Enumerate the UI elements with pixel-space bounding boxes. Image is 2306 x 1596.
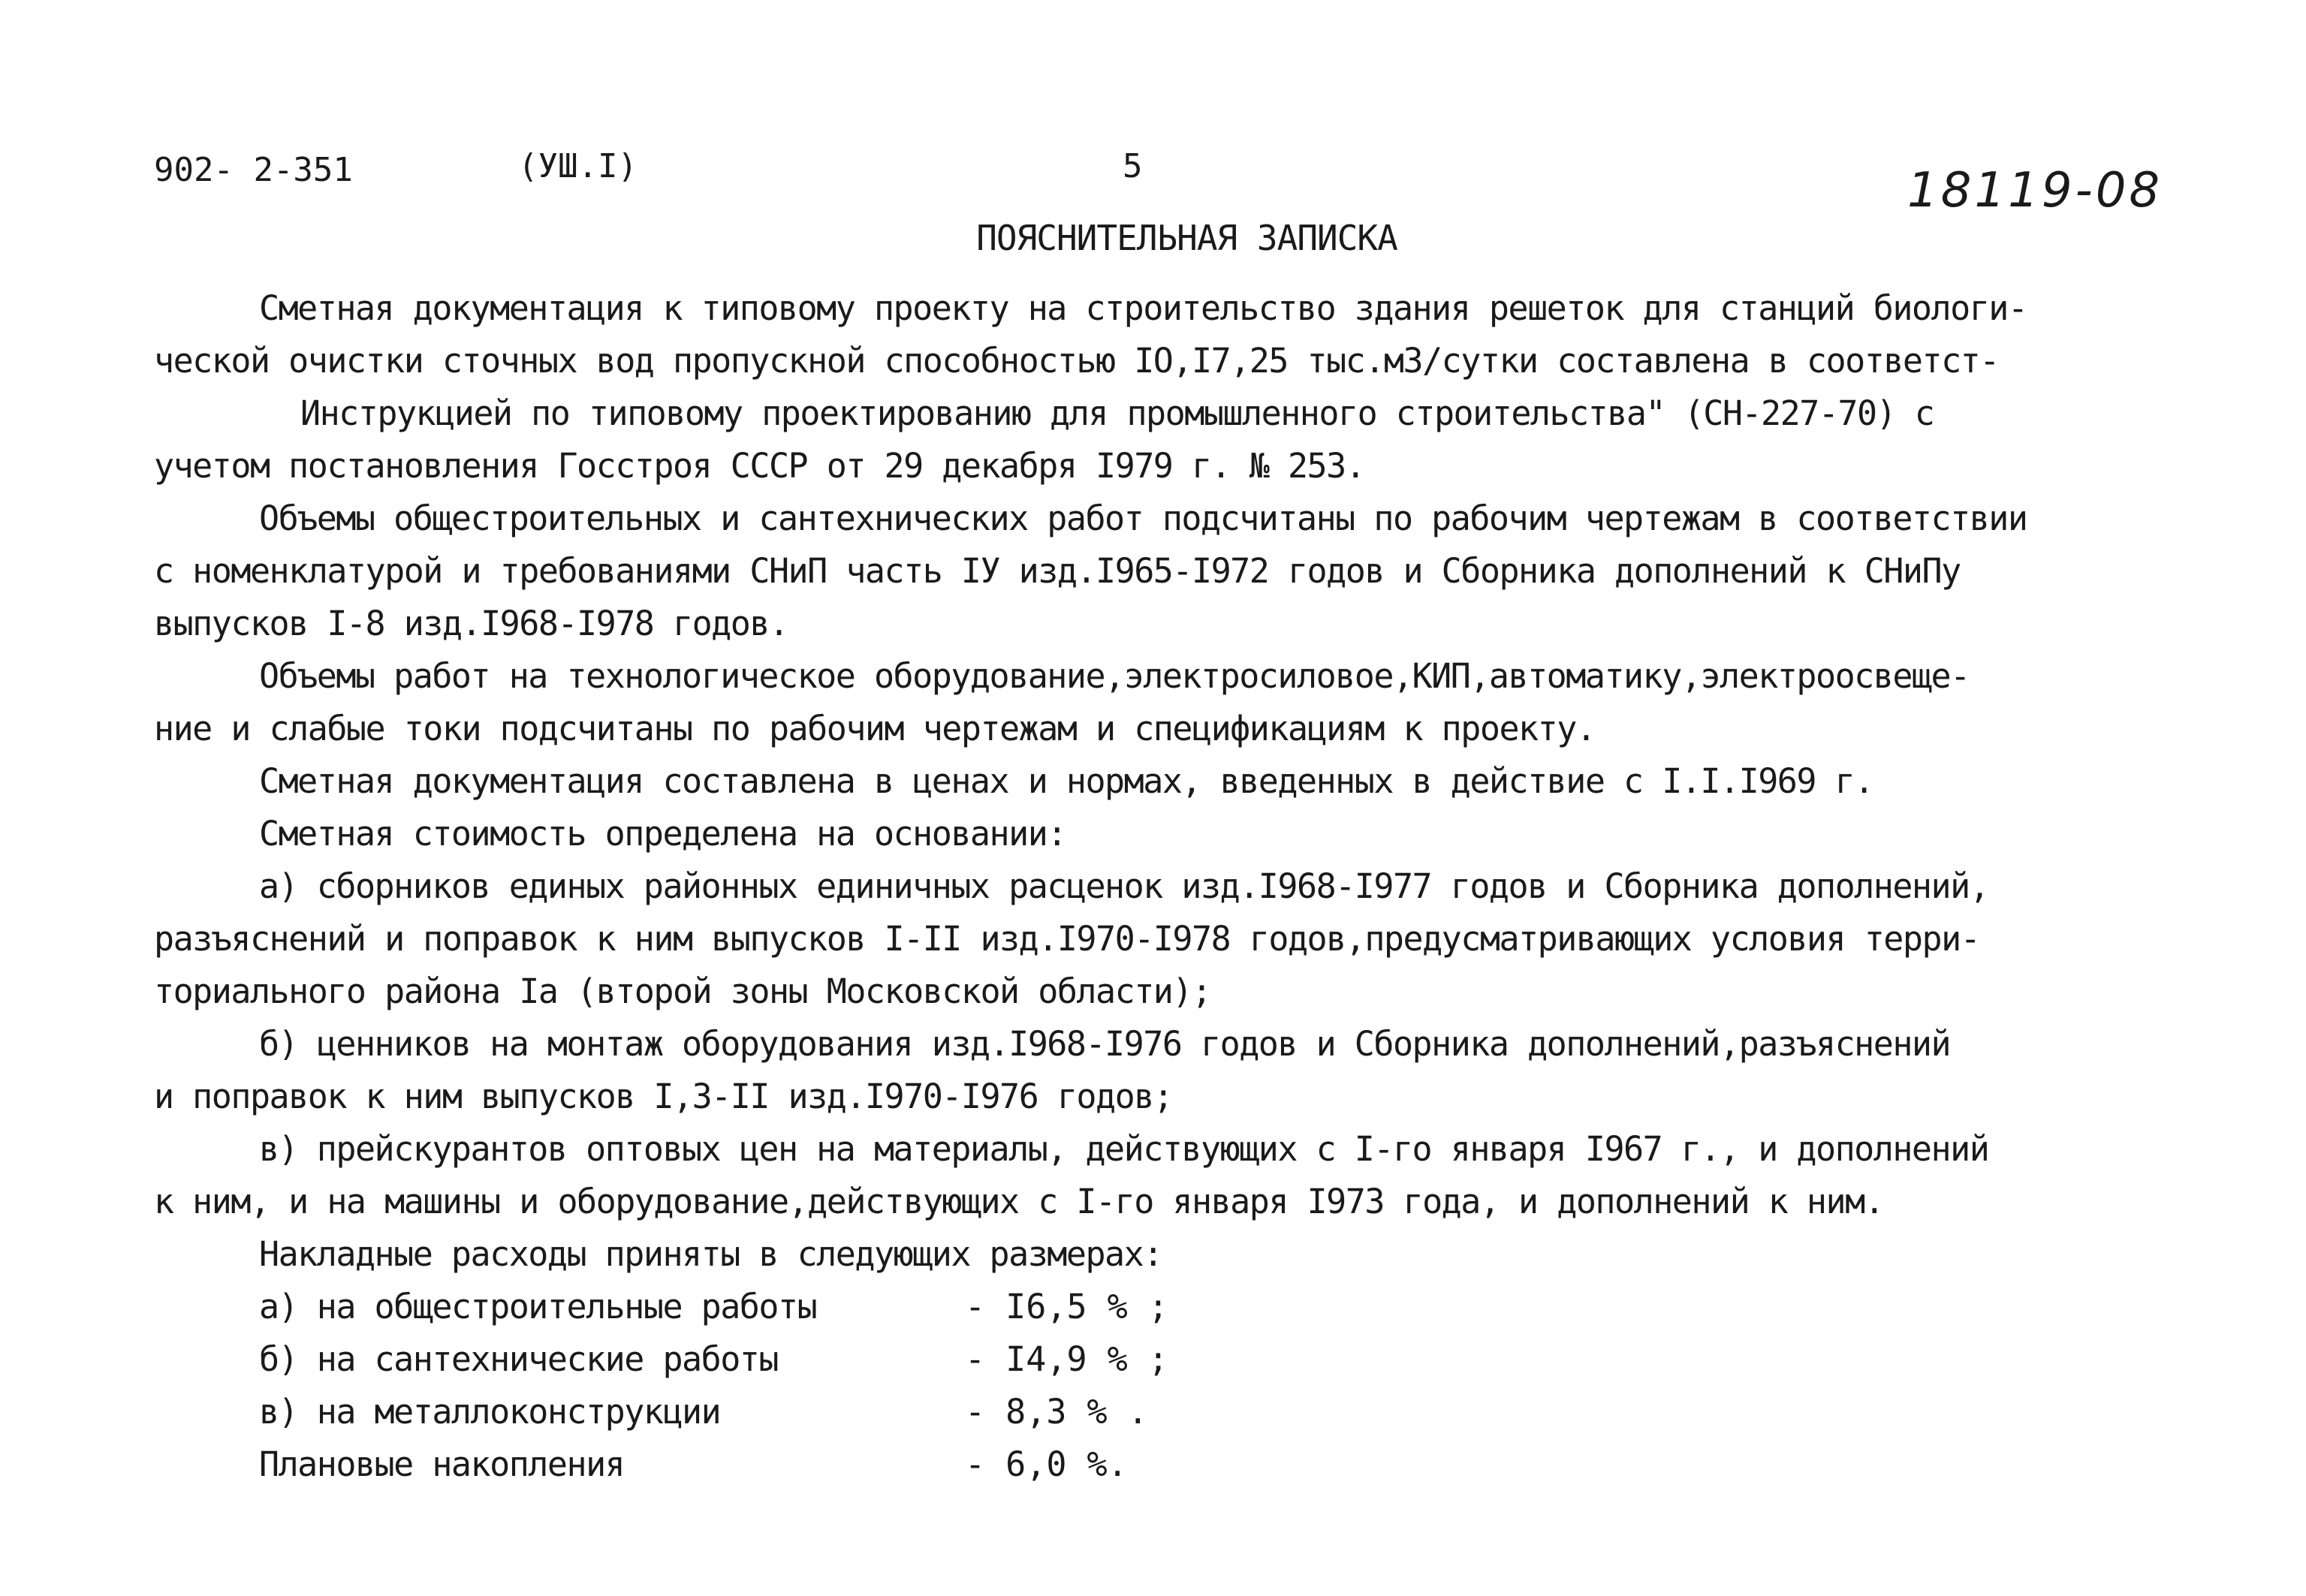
text-line: к ним, и на машины и оборудование,действующих с I-го января I973 года, и дополнений к ним. <box>154 1182 1884 1221</box>
rate-value: - 8,3 % . <box>965 1392 1148 1432</box>
rate-label: а) на общестроительные работы <box>259 1287 817 1326</box>
text-line: ние и слабые токи подсчитаны по рабочим чертежам и спецификациям к проекту. <box>154 709 1596 748</box>
text-line: выпусков I-8 изд.I968-I978 годов. <box>154 604 788 643</box>
text-line: Накладные расходы приняты в следующих размерах: <box>259 1234 1162 1274</box>
text-line: Сметная стоимость определена на основании: <box>259 814 1066 854</box>
archive-number: 18119-08 <box>1907 163 2163 218</box>
text-line: Объемы общестроительных и сантехнических работ подсчитаны по рабочим чертежам в соответствии <box>259 498 2027 538</box>
text-line: Сметная документация к типовому проекту на строительство здания решеток для станций биологи- <box>259 288 2027 328</box>
text-line: учетом постановления Госстроя СССР от 29 декабря I979 г. № 253. <box>154 446 1365 486</box>
text-line: Объемы работ на технологическое оборудование,электросиловое,КИП,автоматику,электроосвеще- <box>259 656 1970 696</box>
document-code: 902- 2-351 <box>154 151 353 189</box>
rate-value: - I6,5 % ; <box>965 1287 1168 1326</box>
text-line: в) прейскурантов оптовых цен на материалы, действующих с I-го января I967 г., и дополнений <box>259 1129 1989 1169</box>
text-line: ческой очистки сточных вод пропускной способностью IO,I7,25 тыс.м3/сутки составлена в соответст- <box>154 341 1999 381</box>
text-line: б) ценников на монтаж оборудования изд.I968-I976 годов и Сборника дополнений,разъяснений <box>259 1024 1951 1064</box>
text-line: с номенклатурой и требованиями СНиП часть IУ изд.I965-I972 годов и Сборника дополнений к СНиПу <box>154 551 1961 591</box>
page-number: 5 <box>1123 147 1143 185</box>
text-line: Сметная документация составлена в ценах и нормах, введенных в действие с I.I.I969 г. <box>259 761 1873 801</box>
text-line: ториального района Iа (второй зоны Московской области); <box>154 971 1211 1011</box>
rate-value: - 6,0 %. <box>965 1444 1128 1484</box>
text-line: разъяснений и поправок к ним выпусков I-II изд.I970-I978 годов,предусматривающих условия терри- <box>154 919 1980 959</box>
rate-value: - I4,9 % ; <box>965 1339 1168 1379</box>
rate-label: в) на металлоконструкции <box>259 1392 721 1432</box>
sheet-mark: (УШ.I) <box>518 147 638 185</box>
text-line: и поправок к ним выпусков I,3-II изд.I970-I976 годов; <box>154 1077 1173 1116</box>
text-line: Инструкцией по типовому проектированию для промышленного строительства" (СН-227-70) с <box>300 393 1934 433</box>
text-line: а) сборников единых районных единичных расценок изд.I968-I977 годов и Сборника дополнений, <box>259 866 1989 906</box>
rate-label: б) на сантехнические работы <box>259 1339 778 1379</box>
page-title: ПОЯСНИТЕЛЬНАЯ ЗАПИСКА <box>976 218 1397 258</box>
rate-label: Плановые накопления <box>259 1444 625 1484</box>
